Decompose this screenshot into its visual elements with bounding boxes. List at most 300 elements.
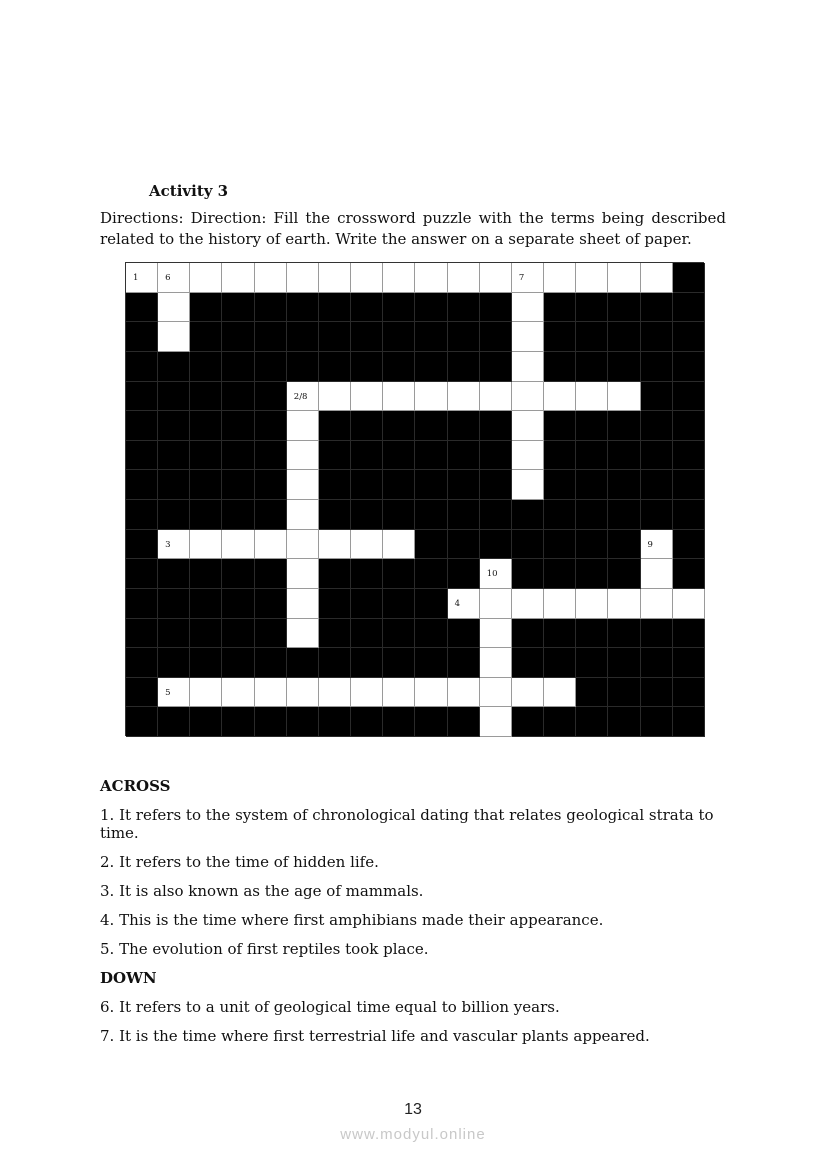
crossword-cell-black [415,530,447,560]
crossword-cell-white[interactable] [351,263,383,293]
crossword-cell-black [126,411,158,441]
directions-line-2: related to the history of earth. Write the answer on a separate sheet of paper. [100,230,692,248]
crossword-cell-white[interactable] [480,648,512,678]
crossword-cell-black [190,559,222,589]
crossword-cell-white[interactable] [222,263,254,293]
crossword-cell-black [576,470,608,500]
crossword-cell-black [544,352,576,382]
crossword-cell-black [158,382,190,412]
crossword-cell-white[interactable] [512,589,544,619]
crossword-cell-black [319,441,351,471]
crossword-cell-black [126,352,158,382]
crossword-cell-black [480,293,512,323]
crossword-cell-black [222,322,254,352]
crossword-cell-black [126,470,158,500]
crossword-cell-black [673,411,705,441]
crossword-cell-black [190,707,222,737]
crossword-cell-black [383,619,415,649]
crossword-cell-black [641,619,673,649]
down-heading: DOWN [100,969,157,987]
crossword-cell-black [673,678,705,708]
crossword-cell-white[interactable] [608,589,640,619]
crossword-cell-white[interactable] [158,678,190,708]
crossword-cell-black [448,411,480,441]
crossword-cell-black [222,589,254,619]
crossword-cell-black [673,441,705,471]
crossword-cell-black [673,352,705,382]
crossword-cell-black [415,500,447,530]
crossword-cell-black [383,470,415,500]
crossword-cell-white[interactable] [641,263,673,293]
crossword-cell-black [673,293,705,323]
crossword-cell-black [351,589,383,619]
across-clue-1: 1. It refers to the system of chronological dating that relates geological strata to time. [100,806,714,842]
crossword-cell-white[interactable] [576,263,608,293]
crossword-cell-white[interactable] [287,530,319,560]
crossword-cell-black [512,619,544,649]
crossword-cell-white[interactable] [287,589,319,619]
crossword-cell-white[interactable] [287,263,319,293]
crossword-cell-black [608,559,640,589]
crossword-cell-white[interactable] [448,382,480,412]
crossword-cell-black [608,441,640,471]
crossword-cell-black [608,470,640,500]
crossword-cell-black [351,559,383,589]
crossword-cell-black [255,293,287,323]
clue-number: 9 [647,539,653,550]
clue-number: 1 [133,273,139,283]
crossword-cell-white[interactable] [287,411,319,441]
clue-number: 7 [518,273,525,283]
crossword-cell-white[interactable] [415,382,447,412]
crossword-cell-black [544,619,576,649]
crossword-cell-white[interactable] [448,678,480,708]
crossword-cell-black [544,411,576,441]
crossword-cell-black [673,707,705,737]
crossword-cell-black [158,589,190,619]
crossword-cell-black [673,619,705,649]
crossword-cell-black [351,648,383,678]
crossword-cell-black [544,530,576,560]
crossword-cell-white[interactable] [608,263,640,293]
crossword-cell-black [190,470,222,500]
crossword-cell-black [126,619,158,649]
crossword-cell-black [608,707,640,737]
crossword-cell-white[interactable] [512,678,544,708]
crossword-cell-black [641,648,673,678]
crossword-cell-black [448,500,480,530]
crossword-cell-black [673,559,705,589]
crossword-cell-black [480,322,512,352]
crossword-cell-black [608,411,640,441]
crossword-cell-black [190,619,222,649]
crossword-cell-black [415,411,447,441]
crossword-cell-black [222,441,254,471]
crossword-cell-white[interactable] [287,500,319,530]
crossword-cell-black [351,352,383,382]
crossword-cell-white[interactable] [544,382,576,412]
crossword-cell-black [544,441,576,471]
crossword-cell-black [158,411,190,441]
crossword-cell-black [126,678,158,708]
crossword-cell-black [576,559,608,589]
crossword-cell-black [480,441,512,471]
crossword-cell-white[interactable] [255,678,287,708]
crossword-cell-white[interactable] [448,263,480,293]
crossword-cell-black [448,322,480,352]
crossword-cell-white[interactable] [383,678,415,708]
crossword-cell-black [448,441,480,471]
crossword-cell-black [608,648,640,678]
crossword-cell-black [222,382,254,412]
crossword-cell-black [383,352,415,382]
crossword-cell-white[interactable] [190,530,222,560]
crossword-cell-black [126,500,158,530]
crossword-cell-black [351,707,383,737]
crossword-cell-white[interactable] [383,263,415,293]
crossword-cell-black [126,589,158,619]
crossword-cell-black [641,352,673,382]
crossword-cell-black [126,559,158,589]
crossword-cell-white[interactable] [480,707,512,737]
crossword-cell-white[interactable] [126,263,158,293]
crossword-cell-white[interactable] [512,411,544,441]
crossword-cell-black [544,293,576,323]
crossword-cell-white[interactable] [255,530,287,560]
crossword-cell-black [448,352,480,382]
page-number: 13 [404,1101,422,1118]
crossword-cell-black [415,470,447,500]
crossword-cell-white[interactable] [287,559,319,589]
across-clue-3: 3. It is also known as the age of mammals. [100,882,424,900]
crossword-cell-black [255,352,287,382]
crossword-cell-white[interactable] [480,589,512,619]
crossword-cell-black [126,322,158,352]
crossword-cell-black [158,707,190,737]
crossword-cell-black [383,322,415,352]
crossword-cell-black [673,382,705,412]
activity-title: Activity 3 [149,182,229,200]
crossword-cell-black [480,500,512,530]
crossword-cell-black [319,293,351,323]
crossword-cell-black [158,500,190,530]
crossword-cell-black [415,293,447,323]
crossword-cell-white[interactable] [480,619,512,649]
crossword-cell-black [287,648,319,678]
crossword-cell-black [351,441,383,471]
crossword-cell-white[interactable] [190,678,222,708]
crossword-cell-white[interactable] [415,263,447,293]
crossword-cell-black [190,293,222,323]
crossword-cell-white[interactable] [512,352,544,382]
crossword-cell-black [608,352,640,382]
crossword-cell-black [319,352,351,382]
crossword-cell-white[interactable] [287,441,319,471]
crossword-cell-white[interactable] [544,678,576,708]
crossword-cell-white[interactable] [287,470,319,500]
clue-number: 4 [454,598,460,609]
crossword-cell-black [608,619,640,649]
crossword-cell-white[interactable] [287,619,319,649]
across-clue-2: 2. It refers to the time of hidden life. [100,853,379,871]
crossword-cell-black [576,619,608,649]
crossword-cell-black [222,619,254,649]
crossword-cell-white[interactable] [222,678,254,708]
crossword-cell-black [222,648,254,678]
crossword-cell-black [448,530,480,560]
clue-number: 3 [165,539,171,550]
crossword-cell-black [415,441,447,471]
crossword-cell-black [255,470,287,500]
crossword-cell-black [383,411,415,441]
crossword-cell-black [383,648,415,678]
crossword-cell-black [383,500,415,530]
crossword-cell-white[interactable] [641,559,673,589]
crossword-cell-black [190,500,222,530]
crossword-cell-white[interactable] [448,589,480,619]
crossword-cell-black [641,470,673,500]
crossword-cell-black [608,293,640,323]
crossword-cell-black [255,559,287,589]
clue-number: 10 [486,569,498,580]
crossword-cell-white[interactable] [480,263,512,293]
crossword-cell-black [319,411,351,441]
crossword-grid [125,262,704,736]
crossword-cell-white[interactable] [480,678,512,708]
crossword-cell-black [255,589,287,619]
crossword-cell-white[interactable] [415,678,447,708]
crossword-cell-white[interactable] [190,263,222,293]
crossword-cell-white[interactable] [512,263,544,293]
clue-number: 5 [165,687,171,698]
across-clue-5: 5. The evolution of first reptiles took place. [100,940,429,958]
crossword-cell-black [190,382,222,412]
crossword-cell-black [512,530,544,560]
crossword-cell-black [544,322,576,352]
crossword-cell-black [415,322,447,352]
crossword-cell-white[interactable] [673,589,705,619]
crossword-cell-black [544,707,576,737]
crossword-cell-black [126,707,158,737]
crossword-cell-black [158,441,190,471]
crossword-cell-black [319,707,351,737]
crossword-cell-black [222,293,254,323]
crossword-cell-black [673,263,705,293]
crossword-cell-black [673,648,705,678]
crossword-cell-black [190,648,222,678]
crossword-cell-black [448,470,480,500]
crossword-cell-black [319,500,351,530]
crossword-cell-black [576,352,608,382]
crossword-cell-black [512,559,544,589]
crossword-cell-white[interactable] [351,382,383,412]
crossword-cell-black [512,648,544,678]
crossword-cell-black [415,619,447,649]
crossword-cell-black [158,648,190,678]
crossword-cell-black [641,322,673,352]
crossword-cell-black [255,648,287,678]
crossword-cell-white[interactable] [287,382,319,412]
crossword-cell-black [287,707,319,737]
crossword-cell-white[interactable] [608,382,640,412]
crossword-cell-black [158,352,190,382]
crossword-cell-black [190,441,222,471]
crossword-cell-white[interactable] [255,263,287,293]
crossword-cell-black [512,707,544,737]
down-clue-7: 7. It is the time where first terrestrial life and vascular plants appeared. [100,1027,650,1045]
directions-line-1: Directions: Direction: Fill the crossword puzzle with the terms being described [100,209,726,227]
crossword-cell-black [673,500,705,530]
crossword-cell-black [126,293,158,323]
crossword-cell-black [190,411,222,441]
crossword-cell-black [255,619,287,649]
crossword-cell-black [641,500,673,530]
crossword-cell-black [576,530,608,560]
crossword-cell-black [287,322,319,352]
crossword-cell-white[interactable] [222,530,254,560]
crossword-cell-black [255,382,287,412]
crossword-cell-white[interactable] [383,530,415,560]
crossword-cell-black [641,678,673,708]
crossword-cell-black [255,322,287,352]
crossword-cell-black [351,293,383,323]
crossword-cell-white[interactable] [158,322,190,352]
watermark: www.modyul.online [340,1126,486,1143]
crossword-cell-black [673,470,705,500]
crossword-cell-black [383,559,415,589]
crossword-cell-black [641,707,673,737]
crossword-cell-black [319,559,351,589]
crossword-cell-black [319,589,351,619]
crossword-cell-black [641,382,673,412]
crossword-cell-black [576,441,608,471]
crossword-cell-black [190,352,222,382]
crossword-cell-black [608,322,640,352]
crossword-cell-white[interactable] [480,382,512,412]
crossword-cell-black [576,648,608,678]
crossword-cell-white[interactable] [351,530,383,560]
crossword-cell-black [255,707,287,737]
crossword-cell-white[interactable] [158,530,190,560]
crossword-cell-black [383,293,415,323]
crossword-cell-white[interactable] [158,293,190,323]
crossword-cell-black [448,648,480,678]
directions [100,208,726,250]
crossword-cell-white[interactable] [383,382,415,412]
crossword-cell-white[interactable] [287,678,319,708]
crossword-cell-black [383,707,415,737]
crossword-cell-black [480,470,512,500]
crossword-cell-black [544,648,576,678]
crossword-cell-black [383,589,415,619]
crossword-cell-white[interactable] [158,263,190,293]
crossword-cell-black [255,500,287,530]
crossword-cell-white[interactable] [512,470,544,500]
crossword-cell-white[interactable] [641,589,673,619]
crossword-cell-white[interactable] [351,678,383,708]
crossword-cell-black [319,470,351,500]
down-clue-6: 6. It refers to a unit of geological time equal to billion years. [100,998,560,1016]
crossword-cell-white[interactable] [319,382,351,412]
crossword-cell-black [126,441,158,471]
crossword-cell-black [222,470,254,500]
crossword-cell-white[interactable] [576,589,608,619]
crossword-cell-black [255,411,287,441]
crossword-cell-black [641,411,673,441]
crossword-cell-white[interactable] [544,263,576,293]
crossword-cell-black [190,589,222,619]
crossword-cell-black [576,707,608,737]
crossword-cell-black [480,530,512,560]
crossword-cell-black [641,441,673,471]
crossword-cell-black [608,500,640,530]
crossword-cell-black [158,619,190,649]
crossword-cell-white[interactable] [576,382,608,412]
crossword-cell-white[interactable] [480,559,512,589]
crossword-cell-black [351,500,383,530]
crossword-cell-white[interactable] [319,530,351,560]
crossword-cell-black [480,352,512,382]
crossword-cell-black [480,411,512,441]
crossword-cell-black [512,500,544,530]
crossword-cell-black [415,707,447,737]
crossword-cell-black [287,352,319,382]
crossword-cell-black [576,293,608,323]
crossword-cell-black [448,707,480,737]
crossword-cell-black [383,441,415,471]
crossword-cell-black [319,322,351,352]
crossword-cell-black [222,352,254,382]
clue-number: 2/8 [293,391,308,402]
crossword-cell-white[interactable] [544,589,576,619]
crossword-cell-black [576,411,608,441]
crossword-cell-black [448,619,480,649]
crossword-cell-black [222,500,254,530]
crossword-cell-black [126,530,158,560]
crossword-cell-white[interactable] [512,293,544,323]
crossword-cell-black [544,500,576,530]
crossword-cell-black [576,322,608,352]
crossword-cell-black [608,530,640,560]
crossword-cell-black [351,322,383,352]
crossword-cell-black [222,559,254,589]
crossword-cell-white[interactable] [512,441,544,471]
crossword-cell-white[interactable] [641,530,673,560]
crossword-cell-black [287,293,319,323]
crossword-cell-black [544,470,576,500]
crossword-cell-black [576,678,608,708]
crossword-cell-white[interactable] [512,382,544,412]
crossword-cell-black [415,589,447,619]
crossword-cell-black [255,441,287,471]
crossword-cell-black [158,559,190,589]
across-heading: ACROSS [100,777,171,795]
crossword-cell-black [319,648,351,678]
crossword-cell-black [126,382,158,412]
crossword-cell-black [608,678,640,708]
crossword-cell-black [351,619,383,649]
crossword-cell-black [673,322,705,352]
crossword-cell-black [673,530,705,560]
crossword-cell-black [415,559,447,589]
across-clue-4: 4. This is the time where first amphibians made their appearance. [100,911,604,929]
crossword-cell-white[interactable] [319,678,351,708]
crossword-cell-white[interactable] [512,322,544,352]
crossword-cell-black [641,293,673,323]
crossword-cell-black [222,411,254,441]
crossword-cell-black [415,352,447,382]
crossword-cell-white[interactable] [319,263,351,293]
